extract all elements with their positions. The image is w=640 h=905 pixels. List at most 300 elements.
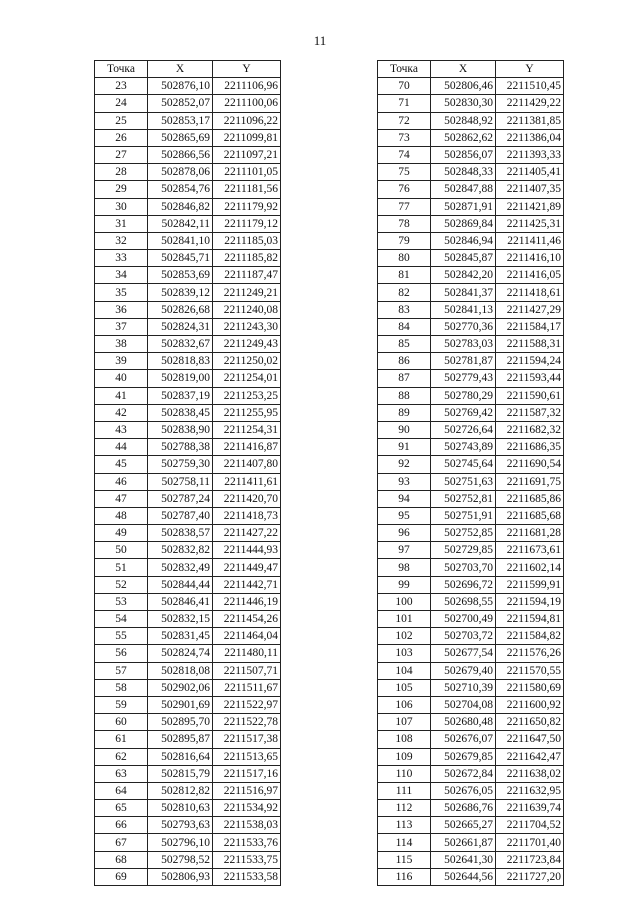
cell-x: 502831,45 [148, 628, 213, 645]
cell-y: 2211254,01 [213, 370, 281, 387]
table-row [378, 421, 564, 438]
cell-point: 82 [378, 284, 431, 301]
cell-x: 502752,85 [431, 525, 496, 542]
cell-x: 502710,39 [431, 679, 496, 696]
table-row [95, 662, 281, 679]
cell-point: 74 [378, 146, 431, 163]
cell-x: 502862,62 [431, 129, 496, 146]
cell-point: 112 [378, 800, 431, 817]
table-row [378, 748, 564, 765]
table-row [95, 336, 281, 353]
cell-y: 2211411,46 [496, 232, 564, 249]
cell-point: 109 [378, 748, 431, 765]
table-row [95, 129, 281, 146]
table-row [378, 318, 564, 335]
table-row [95, 181, 281, 198]
cell-x: 502676,05 [431, 782, 496, 799]
table-row [378, 301, 564, 318]
table-row [95, 112, 281, 129]
cell-point: 116 [378, 868, 431, 885]
cell-point: 100 [378, 593, 431, 610]
table-row [95, 765, 281, 782]
table-row [95, 421, 281, 438]
table-body-right [378, 78, 564, 886]
cell-y: 2211185,03 [213, 232, 281, 249]
table-row [378, 95, 564, 112]
table-row [378, 112, 564, 129]
cell-point: 23 [95, 78, 148, 95]
table-row [95, 164, 281, 181]
table-row [95, 456, 281, 473]
cell-point: 33 [95, 250, 148, 267]
cell-point: 62 [95, 748, 148, 765]
cell-x: 502787,24 [148, 490, 213, 507]
cell-x: 502841,13 [431, 301, 496, 318]
table-row [378, 507, 564, 524]
coordinates-table-right [377, 60, 564, 886]
table-row [378, 817, 564, 834]
cell-x: 502895,87 [148, 731, 213, 748]
cell-point: 94 [378, 490, 431, 507]
cell-point: 76 [378, 181, 431, 198]
cell-point: 77 [378, 198, 431, 215]
cell-x: 502845,71 [148, 250, 213, 267]
cell-x: 502781,87 [431, 353, 496, 370]
table-row [95, 868, 281, 885]
cell-x: 502866,56 [148, 146, 213, 163]
cell-point: 97 [378, 542, 431, 559]
table-row [378, 267, 564, 284]
cell-y: 2211250,02 [213, 353, 281, 370]
cell-y: 2211427,29 [496, 301, 564, 318]
cell-x: 502788,38 [148, 439, 213, 456]
cell-y: 2211416,10 [496, 250, 564, 267]
cell-x: 502876,10 [148, 78, 213, 95]
cell-x: 502846,41 [148, 593, 213, 610]
cell-point: 41 [95, 387, 148, 404]
cell-point: 57 [95, 662, 148, 679]
table-row [95, 593, 281, 610]
cell-y: 2211407,35 [496, 181, 564, 198]
table-row [95, 439, 281, 456]
table-row [95, 696, 281, 713]
cell-point: 103 [378, 645, 431, 662]
cell-y: 2211727,20 [496, 868, 564, 885]
table-row [95, 611, 281, 628]
cell-y: 2211185,82 [213, 250, 281, 267]
cell-x: 502853,17 [148, 112, 213, 129]
cell-y: 2211179,92 [213, 198, 281, 215]
table-row [378, 868, 564, 885]
cell-point: 28 [95, 164, 148, 181]
table-row [95, 679, 281, 696]
cell-point: 70 [378, 78, 431, 95]
table-row [95, 353, 281, 370]
table-row [378, 593, 564, 610]
header-y: Y [213, 61, 281, 78]
cell-y: 2211690,54 [496, 456, 564, 473]
cell-y: 2211425,31 [496, 215, 564, 232]
header-point: Точка [378, 61, 431, 78]
cell-x: 502677,54 [431, 645, 496, 662]
page-number: 11 [313, 33, 327, 48]
cell-point: 73 [378, 129, 431, 146]
cell-x: 502847,88 [431, 181, 496, 198]
cell-point: 63 [95, 765, 148, 782]
cell-x: 502871,91 [431, 198, 496, 215]
cell-x: 502680,48 [431, 714, 496, 731]
cell-x: 502758,11 [148, 473, 213, 490]
cell-x: 502832,15 [148, 611, 213, 628]
cell-y: 2211386,04 [496, 129, 564, 146]
cell-x: 502818,08 [148, 662, 213, 679]
table-row [378, 490, 564, 507]
cell-point: 26 [95, 129, 148, 146]
cell-point: 50 [95, 542, 148, 559]
table-row [378, 164, 564, 181]
cell-y: 2211516,97 [213, 782, 281, 799]
table-row [95, 284, 281, 301]
cell-x: 502810,63 [148, 800, 213, 817]
cell-point: 83 [378, 301, 431, 318]
cell-y: 2211723,84 [496, 851, 564, 868]
table-row [378, 576, 564, 593]
cell-x: 502841,37 [431, 284, 496, 301]
cell-x: 502779,43 [431, 370, 496, 387]
cell-y: 2211179,12 [213, 215, 281, 232]
table-row [378, 559, 564, 576]
table-row [95, 576, 281, 593]
cell-x: 502641,30 [431, 851, 496, 868]
cell-x: 502846,82 [148, 198, 213, 215]
cell-y: 2211681,28 [496, 525, 564, 542]
table-row [95, 507, 281, 524]
table-row [95, 370, 281, 387]
cell-point: 111 [378, 782, 431, 799]
cell-point: 75 [378, 164, 431, 181]
table-row [95, 232, 281, 249]
cell-y: 2211602,14 [496, 559, 564, 576]
cell-x: 502846,94 [431, 232, 496, 249]
cell-point: 106 [378, 696, 431, 713]
cell-y: 2211594,81 [496, 611, 564, 628]
cell-point: 78 [378, 215, 431, 232]
cell-x: 502842,11 [148, 215, 213, 232]
table-row [378, 714, 564, 731]
table-row [95, 146, 281, 163]
table-row [95, 834, 281, 851]
cell-point: 80 [378, 250, 431, 267]
cell-x: 502832,82 [148, 542, 213, 559]
cell-x: 502665,27 [431, 817, 496, 834]
cell-point: 55 [95, 628, 148, 645]
cell-x: 502838,90 [148, 421, 213, 438]
cell-x: 502783,03 [431, 336, 496, 353]
cell-point: 32 [95, 232, 148, 249]
cell-x: 502819,00 [148, 370, 213, 387]
cell-y: 2211632,95 [496, 782, 564, 799]
cell-x: 502839,12 [148, 284, 213, 301]
cell-point: 47 [95, 490, 148, 507]
table-row [95, 318, 281, 335]
table-row [378, 782, 564, 799]
table-row [95, 198, 281, 215]
cell-point: 108 [378, 731, 431, 748]
table-row [378, 456, 564, 473]
table-row [378, 129, 564, 146]
cell-point: 67 [95, 834, 148, 851]
table-row [95, 473, 281, 490]
cell-x: 502824,31 [148, 318, 213, 335]
table-row [95, 851, 281, 868]
header-x: X [148, 61, 213, 78]
cell-y: 2211106,96 [213, 78, 281, 95]
table-row [378, 439, 564, 456]
cell-y: 2211704,52 [496, 817, 564, 834]
cell-x: 502865,69 [148, 129, 213, 146]
cell-point: 69 [95, 868, 148, 885]
cell-y: 2211405,41 [496, 164, 564, 181]
cell-x: 502818,83 [148, 353, 213, 370]
cell-point: 96 [378, 525, 431, 542]
table-row [378, 250, 564, 267]
cell-y: 2211522,97 [213, 696, 281, 713]
cell-x: 502852,07 [148, 95, 213, 112]
cell-point: 86 [378, 353, 431, 370]
table-row [378, 198, 564, 215]
cell-x: 502838,45 [148, 404, 213, 421]
cell-point: 42 [95, 404, 148, 421]
cell-y: 2211187,47 [213, 267, 281, 284]
cell-y: 2211249,21 [213, 284, 281, 301]
table-row [378, 473, 564, 490]
cell-point: 71 [378, 95, 431, 112]
table-row [378, 731, 564, 748]
cell-point: 34 [95, 267, 148, 284]
cell-x: 502679,85 [431, 748, 496, 765]
table-row [95, 800, 281, 817]
cell-y: 2211638,02 [496, 765, 564, 782]
cell-point: 52 [95, 576, 148, 593]
table-row [95, 267, 281, 284]
table-row [95, 542, 281, 559]
cell-x: 502726,64 [431, 421, 496, 438]
cell-y: 2211243,30 [213, 318, 281, 335]
table-row [95, 95, 281, 112]
cell-point: 104 [378, 662, 431, 679]
table-row [378, 146, 564, 163]
cell-x: 502838,57 [148, 525, 213, 542]
cell-point: 60 [95, 714, 148, 731]
cell-x: 502826,68 [148, 301, 213, 318]
cell-point: 46 [95, 473, 148, 490]
cell-y: 2211533,76 [213, 834, 281, 851]
cell-y: 2211580,69 [496, 679, 564, 696]
table-row [378, 232, 564, 249]
cell-y: 2211691,75 [496, 473, 564, 490]
cell-x: 502824,74 [148, 645, 213, 662]
table-row [378, 765, 564, 782]
cell-x: 502845,87 [431, 250, 496, 267]
table-row [378, 851, 564, 868]
table-row [95, 628, 281, 645]
cell-point: 39 [95, 353, 148, 370]
cell-y: 2211253,25 [213, 387, 281, 404]
cell-point: 98 [378, 559, 431, 576]
cell-x: 502698,55 [431, 593, 496, 610]
cell-x: 502841,10 [148, 232, 213, 249]
cell-point: 91 [378, 439, 431, 456]
table-row [95, 731, 281, 748]
cell-point: 65 [95, 800, 148, 817]
cell-point: 36 [95, 301, 148, 318]
cell-point: 56 [95, 645, 148, 662]
table-row [378, 834, 564, 851]
cell-x: 502759,30 [148, 456, 213, 473]
cell-point: 53 [95, 593, 148, 610]
table-row [378, 696, 564, 713]
cell-point: 89 [378, 404, 431, 421]
cell-x: 502902,06 [148, 679, 213, 696]
cell-point: 35 [95, 284, 148, 301]
cell-y: 2211181,56 [213, 181, 281, 198]
cell-y: 2211701,40 [496, 834, 564, 851]
cell-y: 2211097,21 [213, 146, 281, 163]
cell-x: 502704,08 [431, 696, 496, 713]
cell-point: 51 [95, 559, 148, 576]
cell-point: 110 [378, 765, 431, 782]
cell-y: 2211418,61 [496, 284, 564, 301]
cell-point: 87 [378, 370, 431, 387]
cell-point: 58 [95, 679, 148, 696]
cell-point: 66 [95, 817, 148, 834]
table-row [378, 284, 564, 301]
cell-x: 502696,72 [431, 576, 496, 593]
table-row [378, 611, 564, 628]
cell-point: 24 [95, 95, 148, 112]
cell-y: 2211650,82 [496, 714, 564, 731]
cell-point: 113 [378, 817, 431, 834]
cell-point: 93 [378, 473, 431, 490]
cell-x: 502815,79 [148, 765, 213, 782]
cell-x: 502700,49 [431, 611, 496, 628]
table-row [378, 404, 564, 421]
cell-point: 72 [378, 112, 431, 129]
table-row [378, 800, 564, 817]
cell-y: 2211686,35 [496, 439, 564, 456]
cell-point: 54 [95, 611, 148, 628]
cell-y: 2211510,45 [496, 78, 564, 95]
cell-point: 45 [95, 456, 148, 473]
table-row [378, 181, 564, 198]
cell-x: 502751,91 [431, 507, 496, 524]
cell-point: 40 [95, 370, 148, 387]
cell-y: 2211240,08 [213, 301, 281, 318]
table-row [378, 542, 564, 559]
cell-x: 502729,85 [431, 542, 496, 559]
cell-point: 99 [378, 576, 431, 593]
cell-x: 502848,33 [431, 164, 496, 181]
cell-x: 502796,10 [148, 834, 213, 851]
cell-y: 2211416,05 [496, 267, 564, 284]
cell-point: 79 [378, 232, 431, 249]
cell-point: 61 [95, 731, 148, 748]
cell-x: 502644,56 [431, 868, 496, 885]
cell-y: 2211249,43 [213, 336, 281, 353]
cell-y: 2211587,32 [496, 404, 564, 421]
cell-x: 502745,64 [431, 456, 496, 473]
cell-point: 68 [95, 851, 148, 868]
cell-point: 44 [95, 439, 148, 456]
table-body-left [95, 78, 281, 886]
cell-y: 2211533,58 [213, 868, 281, 885]
cell-y: 2211255,95 [213, 404, 281, 421]
table-header-row [95, 61, 281, 78]
table-row [95, 78, 281, 95]
cell-x: 502798,52 [148, 851, 213, 868]
header-x: X [431, 61, 496, 78]
cell-x: 502856,07 [431, 146, 496, 163]
cell-y: 2211513,65 [213, 748, 281, 765]
cell-y: 2211096,22 [213, 112, 281, 129]
cell-y: 2211639,74 [496, 800, 564, 817]
cell-point: 49 [95, 525, 148, 542]
cell-y: 2211101,05 [213, 164, 281, 181]
table-row [378, 353, 564, 370]
cell-point: 88 [378, 387, 431, 404]
table-row [378, 525, 564, 542]
coordinates-table-left [94, 60, 281, 886]
cell-point: 37 [95, 318, 148, 335]
cell-point: 90 [378, 421, 431, 438]
cell-x: 502661,87 [431, 834, 496, 851]
header-point: Точка [95, 61, 148, 78]
cell-x: 502832,49 [148, 559, 213, 576]
cell-x: 502806,46 [431, 78, 496, 95]
table-row [95, 387, 281, 404]
cell-x: 502793,63 [148, 817, 213, 834]
table-row [95, 301, 281, 318]
table-row [95, 404, 281, 421]
cell-x: 502676,07 [431, 731, 496, 748]
cell-y: 2211420,70 [213, 490, 281, 507]
header-y: Y [496, 61, 564, 78]
cell-y: 2211381,85 [496, 112, 564, 129]
cell-point: 64 [95, 782, 148, 799]
cell-point: 43 [95, 421, 148, 438]
table-row [95, 525, 281, 542]
cell-y: 2211517,38 [213, 731, 281, 748]
table-row [95, 748, 281, 765]
cell-y: 2211454,26 [213, 611, 281, 628]
table-row [378, 370, 564, 387]
cell-point: 31 [95, 215, 148, 232]
cell-x: 502832,67 [148, 336, 213, 353]
cell-x: 502895,70 [148, 714, 213, 731]
table-header-row [378, 61, 564, 78]
cell-y: 2211427,22 [213, 525, 281, 542]
cell-x: 502853,69 [148, 267, 213, 284]
table-row [378, 336, 564, 353]
table-row [378, 78, 564, 95]
cell-point: 101 [378, 611, 431, 628]
cell-x: 502752,81 [431, 490, 496, 507]
cell-point: 107 [378, 714, 431, 731]
cell-point: 81 [378, 267, 431, 284]
cell-point: 38 [95, 336, 148, 353]
cell-y: 2211517,16 [213, 765, 281, 782]
cell-point: 29 [95, 181, 148, 198]
